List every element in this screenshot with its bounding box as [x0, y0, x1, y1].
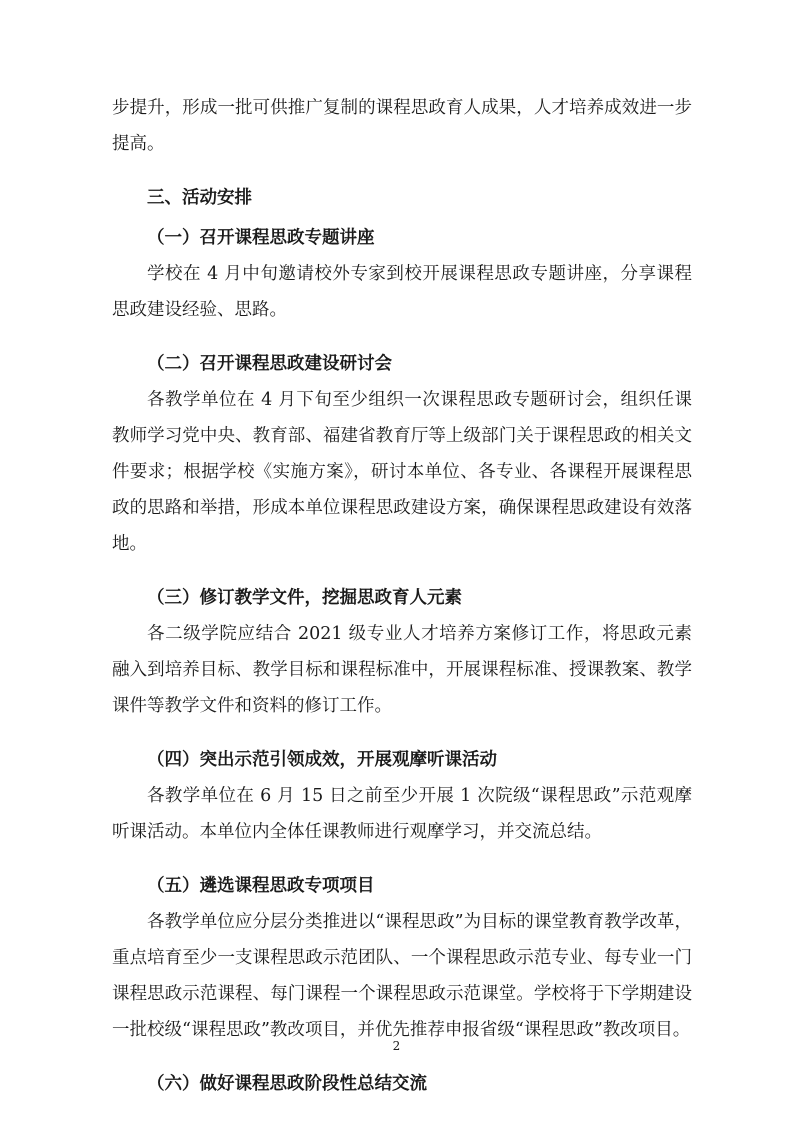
continuation-paragraph: 步提升，形成一批可供推广复制的课程思政育人成果，人才培养成效进一步提高。: [112, 98, 692, 154]
page-number: 2: [392, 1039, 401, 1053]
item-4-heading: （四）突出示范引领成效，开展观摩听课活动: [147, 750, 497, 770]
item-4-body: 各教学单位在 6 月 15 日之前至少开展 1 次院级“课程思政”示范观摩听课活动。本单位内全体任课教师进行观摩学习，并交流总结。: [112, 786, 692, 842]
item-2-heading: （二）召开课程思政建设研讨会: [147, 354, 392, 374]
section-title: 三、活动安排: [147, 188, 252, 208]
item-1-heading: （一）召开课程思政专题讲座: [147, 228, 375, 248]
item-5-heading: （五）遴选课程思政专项项目: [147, 876, 375, 896]
item-5-body: 各教学单位应分层分类推进以“课程思政”为目标的课堂教育教学改革，重点培育至少一支课程思政示范团队、一个课程思政示范专业、每专业一门课程思政示范课程、每门课程一个课程思政示范课堂。学校将于下学期建设一批校级“课程思政”教改项目，并优先推荐申报省级“课程思政”教改项目。: [112, 912, 692, 1040]
item-3-body: 各二级学院应结合 2021 级专业人才培养方案修订工作，将思政元素融入到培养目标、教学目标和课程标准中，开展课程标准、授课教案、教学课件等教学文件和资料的修订工作。: [112, 624, 692, 716]
item-1-body: 学校在 4 月中旬邀请校外专家到校开展课程思政专题讲座，分享课程思政建设经验、思路。: [112, 264, 692, 320]
item-6-heading: （六）做好课程思政阶段性总结交流: [147, 1074, 427, 1094]
document-body: [112, 90, 692, 1102]
item-3-heading: （三）修订教学文件，挖掘思政育人元素: [147, 588, 462, 608]
item-2-body: 各教学单位在 4 月下旬至少组织一次课程思政专题研讨会，组织任课教师学习党中央、教育部、福建省教育厅等上级部门关于课程思政的相关文件要求；根据学校《实施方案》，研讨本单位、各专业、各课程开展课程思政的思路和举措，形成本单位课程思政建设方案，确保课程思政建设有效落地。: [112, 390, 692, 554]
